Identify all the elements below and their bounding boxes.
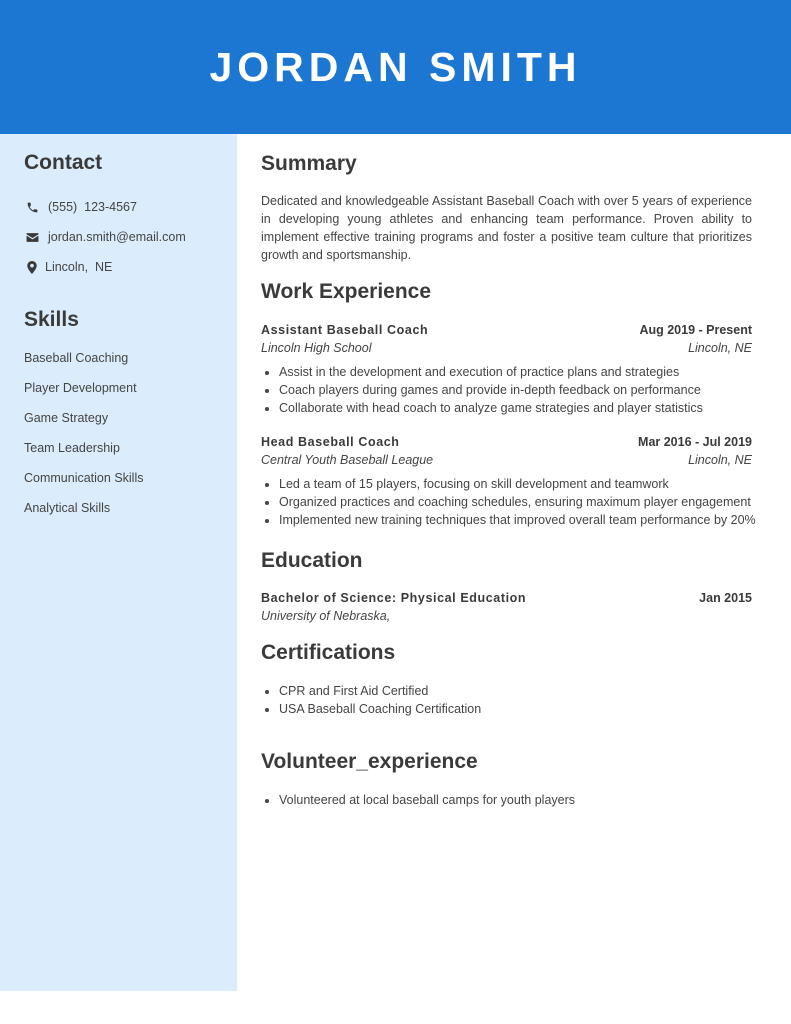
contact-email-text[interactable]: jordan.smith@email.com: [48, 230, 186, 244]
job-bullet: • Led a team of 15 players, focusing on skill development and teamwork: [279, 475, 770, 493]
job-organization: Lincoln High School: [261, 341, 372, 355]
summary-heading: Summary: [261, 152, 357, 175]
certifications-heading: Certifications: [261, 641, 396, 664]
map-marker-icon: [24, 259, 40, 275]
volunteer-heading: Volunteer_experience: [261, 750, 478, 773]
contact-heading: Contact: [24, 151, 103, 174]
contact-phone: [24, 199, 137, 215]
graduation-date: Jan 2015: [699, 591, 752, 605]
job-location: Lincoln, NE: [688, 453, 752, 467]
candidate-name: JORDAN SMITH: [209, 44, 582, 90]
job-subheader: [261, 452, 752, 468]
certification-item: • CPR and First Aid Certified: [279, 682, 770, 700]
contact-location-text: Lincoln, NE: [45, 260, 113, 274]
contact-location: [24, 259, 112, 275]
job-header: [261, 434, 752, 450]
skill-item: Baseball Coaching: [24, 351, 129, 365]
job-title: Assistant Baseball Coach: [261, 323, 429, 337]
certification-item: • USA Baseball Coaching Certification: [279, 700, 770, 718]
job-bullet: • Coach players during games and provide in-depth feedback on performance: [279, 381, 770, 399]
header-banner: [0, 0, 791, 134]
school: University of Nebraska,: [261, 609, 391, 623]
job-dates: Aug 2019 - Present: [639, 323, 752, 337]
envelope-icon: [24, 229, 40, 245]
contact-phone-text: (555) 123-4567: [48, 200, 137, 214]
skills-heading: Skills: [24, 308, 79, 331]
job-subheader: [261, 340, 752, 356]
job-bullet: • Collaborate with head coach to analyze game strategies and player statistics: [279, 399, 770, 417]
job-bullets: [261, 475, 770, 529]
education-subheader: [261, 608, 752, 624]
work-experience-heading: Work Experience: [261, 280, 432, 303]
education-heading: Education: [261, 549, 363, 572]
job-bullets: [261, 363, 770, 417]
education-header: [261, 590, 752, 606]
skill-item: Player Development: [24, 381, 137, 395]
volunteer-list: [261, 791, 770, 809]
job-bullet: • Organized practices and coaching schedules, ensuring maximum player engagement: [279, 493, 770, 511]
contact-email[interactable]: [24, 229, 186, 245]
volunteer-item: • Volunteered at local baseball camps for youth players: [279, 791, 770, 809]
job-bullet: • Implemented new training techniques that improved overall team performance by 20%: [279, 511, 770, 529]
phone-icon: [24, 199, 40, 215]
job-location: Lincoln, NE: [688, 341, 752, 355]
skill-item: Game Strategy: [24, 411, 109, 425]
skill-item: Communication Skills: [24, 471, 144, 485]
degree: Bachelor of Science: Physical Education: [261, 591, 527, 605]
summary-text: Dedicated and knowledgeable Assistant Baseball Coach with over 5 years of experience in developing young athletes and enhancing team performance. Proven ability to implement effective training programs and foster a positive team culture that prioritizes growth and sportsmanship.: [261, 194, 752, 262]
job-dates: Mar 2016 - Jul 2019: [638, 435, 752, 449]
skill-item: Analytical Skills: [24, 501, 111, 515]
job-bullet: • Assist in the development and execution of practice plans and strategies: [279, 363, 770, 381]
job-organization: Central Youth Baseball League: [261, 453, 434, 467]
skill-item: Team Leadership: [24, 441, 120, 455]
job-header: [261, 322, 752, 338]
job-title: Head Baseball Coach: [261, 435, 400, 449]
certifications-list: [261, 682, 770, 718]
